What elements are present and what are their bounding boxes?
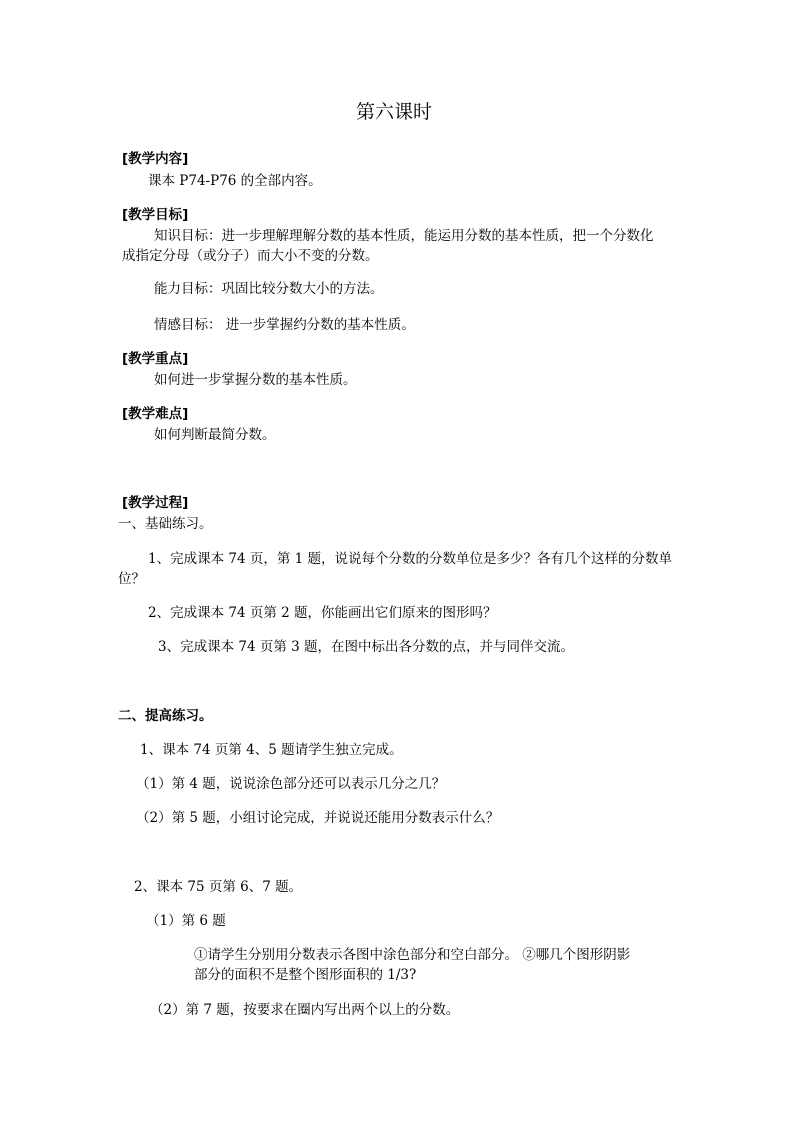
section1-item3: 3、完成课本 74 页第 3 题，在图中标出各分数的点，并与同伴交流。 [158, 639, 575, 655]
knowledge-goal-line1: 知识目标：进一步理解理解分数的基本性质，能运用分数的基本性质，把一个分数化 [154, 228, 654, 244]
section2-title: 二、提高练习。 [118, 708, 213, 724]
difficulty-text: 如何判断最简分数。 [154, 427, 276, 443]
lesson-title: 第六课时 [356, 101, 433, 123]
section1-title: 一、基础练习。 [118, 516, 213, 532]
knowledge-goal-line2: 成指定分母（或分子）而大小不变的分数。 [122, 248, 379, 264]
section2-item2-sub1-a-line2: 部分的面积不是整个图形面积的 1/3? [194, 967, 417, 983]
section2-item2: 2、课本 75 页第 6、7 题。 [134, 879, 303, 895]
section2-item2-sub1-a-line1: ①请学生分别用分数表示各图中涂色部分和空白部分。 ②哪几个图形阴影 [194, 947, 631, 963]
key-point-heading: [教学重点] [122, 351, 189, 367]
key-point-text: 如何进一步掌握分数的基本性质。 [154, 372, 357, 388]
process-heading: [教学过程] [122, 495, 189, 511]
ability-goal: 能力目标：巩固比较分数大小的方法。 [154, 281, 384, 297]
goals-heading: [教学目标] [122, 207, 189, 223]
difficulty-heading: [教学难点] [122, 406, 189, 422]
section2-item1: 1、课本 74 页第 4、5 题请学生独立完成。 [140, 742, 403, 758]
section2-item2-sub2: （2）第 7 题，按要求在圈内写出两个以上的分数。 [150, 1002, 460, 1018]
content-text: 课本 P74-P76 的全部内容。 [148, 173, 322, 189]
emotion-goal: 情感目标： 进一步掌握约分数的基本性质。 [154, 317, 415, 333]
section1-item1-line1: 1、完成课本 74 页，第 1 题，说说每个分数的分数单位是多少？各有几个这样的分数单 [148, 551, 673, 567]
section2-item2-sub1: （1）第 6 题 [146, 913, 226, 929]
section2-item1-sub1: （1）第 4 题，说说涂色部分还可以表示几分之几？ [136, 776, 446, 792]
section2-item1-sub2: （2）第 5 题，小组讨论完成，并说说还能用分数表示什么？ [136, 810, 500, 826]
section1-item1-line2: 位？ [118, 571, 145, 587]
section1-item2: 2、完成课本 74 页第 2 题，你能画出它们原来的图形吗？ [148, 605, 497, 621]
content-heading: [教学内容] [122, 151, 189, 167]
